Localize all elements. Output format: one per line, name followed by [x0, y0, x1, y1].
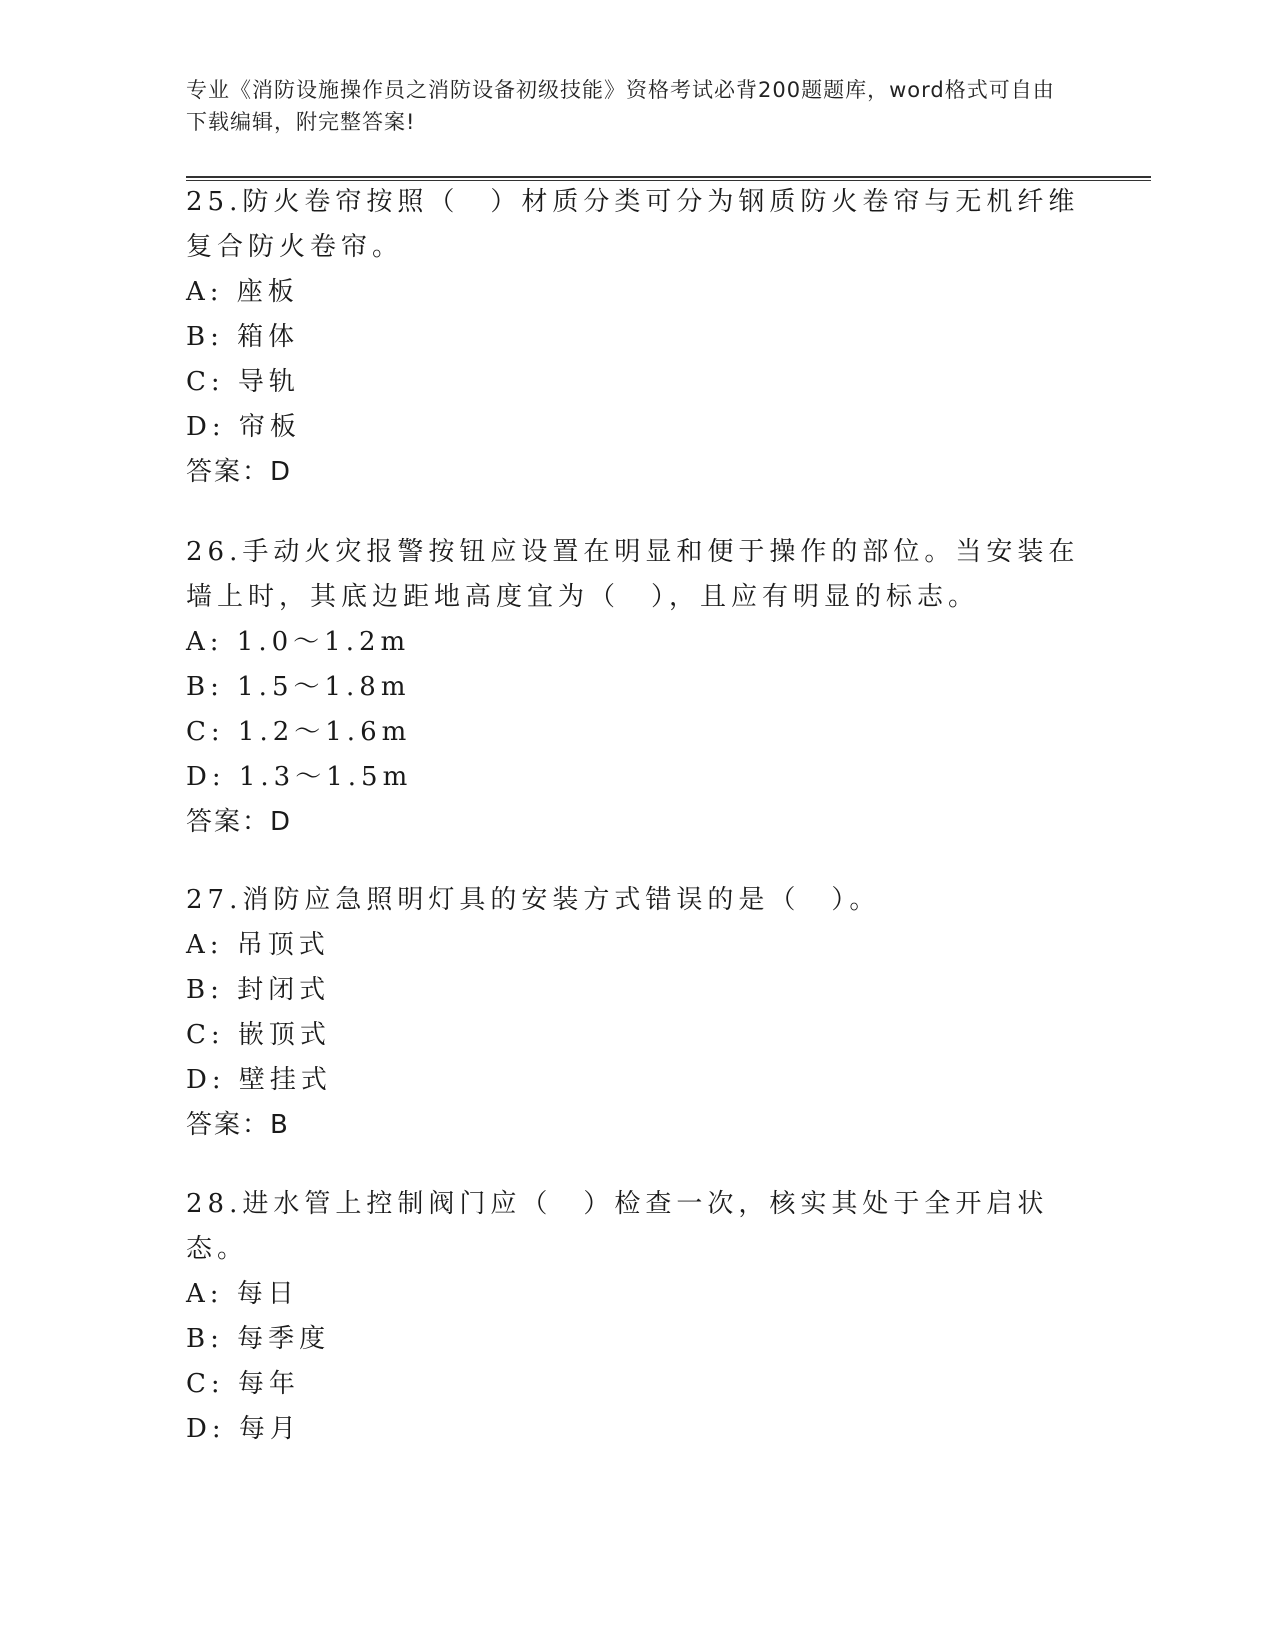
option-d: D: 每月 [186, 1414, 301, 1444]
option-c: C: 导轨 [186, 367, 300, 397]
question-28 [186, 1182, 1086, 1452]
option-c: C: 嵌顶式 [186, 1020, 331, 1050]
option-d: D: 1.3～1.5m [186, 762, 413, 792]
option-b: B: 箱体 [186, 322, 300, 352]
option-d: D: 帘板 [186, 412, 301, 442]
question-stem: 25.防火卷帘按照（ ）材质分类可分为钢质防火卷帘与无机纤维复合防火卷帘。 [186, 187, 1080, 262]
answer: 答案：D [186, 457, 293, 487]
answer: 答案：B [186, 1110, 290, 1140]
option-b: B: 封闭式 [186, 975, 331, 1005]
question-27 [186, 878, 1086, 1148]
question-stem: 27.消防应急照明灯具的安装方式错误的是（ ）。 [186, 885, 881, 915]
option-a: A: 每日 [186, 1279, 299, 1309]
option-a: A: 吊顶式 [186, 930, 330, 960]
option-c: C: 1.2～1.6m [186, 717, 412, 747]
question-stem: 28.进水管上控制阀门应（ ）检查一次，核实其处于全开启状态。 [186, 1189, 1049, 1264]
option-d: D: 壁挂式 [186, 1065, 332, 1095]
question-25 [186, 180, 1086, 495]
question-26 [186, 530, 1086, 845]
option-c: C: 每年 [186, 1369, 300, 1399]
document-intro: 专业《消防设施操作员之消防设备初级技能》资格考试必背200题题库，word格式可自由下载编辑，附完整答案! [186, 78, 1055, 134]
question-stem: 26.手动火灾报警按钮应设置在明显和便于操作的部位。当安装在墙上时，其底边距地高度宜为（ ），且应有明显的标志。 [186, 537, 1080, 612]
option-a: A: 1.0～1.2m [186, 627, 411, 657]
option-b: B: 每季度 [186, 1324, 331, 1354]
answer: 答案：D [186, 807, 293, 837]
option-b: B: 1.5～1.8m [186, 672, 411, 702]
option-a: A: 座板 [186, 277, 299, 307]
